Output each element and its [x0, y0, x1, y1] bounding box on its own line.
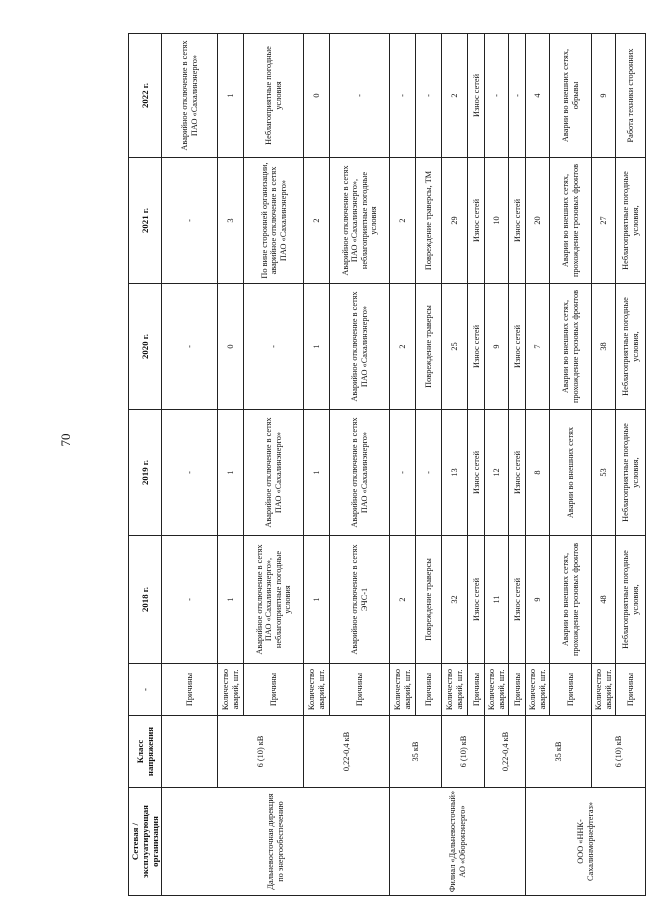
value-cell: 27: [592, 158, 616, 284]
param-cell: Причины: [244, 664, 304, 716]
voltage-cell: 6 (10) кВ: [218, 716, 304, 788]
voltage-cell: 35 кВ: [526, 716, 592, 788]
param-cell: Причины: [162, 664, 218, 716]
value-cell: 12: [485, 410, 509, 536]
value-cell: 20: [526, 158, 550, 284]
value-cell: 1: [304, 410, 330, 536]
param-cell: Количество аварий, шт.: [485, 664, 509, 716]
value-cell: 2: [390, 536, 416, 664]
param-cell: Количество аварий, шт.: [526, 664, 550, 716]
param-cell: Количество аварий, шт.: [304, 664, 330, 716]
value-cell: Аварийное отключение в сетях ПАО «Сахалинэнерго», неблагоприятные погодные условия: [244, 536, 304, 664]
value-cell: 29: [442, 158, 468, 284]
value-cell: 8: [526, 410, 550, 536]
value-cell: -: [509, 34, 526, 158]
voltage-cell: 0,22-0,4 кВ: [485, 716, 526, 788]
value-cell: 32: [442, 536, 468, 664]
table-row: [485, 34, 509, 896]
value-cell: 2: [304, 158, 330, 284]
param-cell: Причины: [509, 664, 526, 716]
param-cell: Причины: [468, 664, 485, 716]
value-cell: 2: [390, 158, 416, 284]
table-row: [218, 34, 244, 896]
value-cell: 9: [592, 34, 616, 158]
value-cell: Повреждение траверсы: [416, 284, 442, 410]
header-2019: 2019 г.: [129, 410, 162, 536]
value-cell: 3: [218, 158, 244, 284]
value-cell: 9: [485, 284, 509, 410]
value-cell: -: [162, 284, 218, 410]
param-cell: Причины: [550, 664, 592, 716]
value-cell: 1: [304, 284, 330, 410]
value-cell: 1: [218, 34, 244, 158]
header-org: Сетевая / эксплуатирующая организация: [129, 788, 162, 896]
value-cell: Неблагоприятные погодные условия,: [616, 158, 646, 284]
value-cell: 4: [526, 34, 550, 158]
accidents-table: [128, 33, 646, 896]
value-cell: 25: [442, 284, 468, 410]
param-cell: Количество аварий, шт.: [390, 664, 416, 716]
value-cell: 38: [592, 284, 616, 410]
value-cell: -: [416, 410, 442, 536]
value-cell: Износ сетей: [468, 284, 485, 410]
value-cell: Аварийное отключение в сетях ПАО «Сахалинэнерго»: [330, 410, 390, 536]
value-cell: -: [485, 34, 509, 158]
header-2022: 2022 г.: [129, 34, 162, 158]
value-cell: Износ сетей: [509, 536, 526, 664]
value-cell: 53: [592, 410, 616, 536]
value-cell: Износ сетей: [468, 410, 485, 536]
value-cell: Аварии во внешних сетях: [550, 410, 592, 536]
table-row: [592, 34, 616, 896]
org-cell-dv: Дальневосточная дирекция по энергообеспечению: [162, 788, 390, 896]
value-cell: 1: [218, 536, 244, 664]
table-row: [442, 34, 468, 896]
value-cell: Аварийное отключение в сетях ПАО «Сахалинэнерго»: [330, 284, 390, 410]
page-number: 70: [58, 433, 73, 447]
header-2020: 2020 г.: [129, 284, 162, 410]
voltage-cell: 35 кВ: [390, 716, 442, 788]
value-cell: 11: [485, 536, 509, 664]
value-cell: Аварийное отключение в сетях ЭЧС-1: [330, 536, 390, 664]
value-cell: 0: [304, 34, 330, 158]
header-2018: 2018 г.: [129, 536, 162, 664]
value-cell: -: [390, 34, 416, 158]
param-cell: Причины: [416, 664, 442, 716]
value-cell: Неблагоприятные погодные условия,: [616, 536, 646, 664]
value-cell: -: [162, 410, 218, 536]
value-cell: -: [390, 410, 416, 536]
value-cell: Аварии во внешних сетях, прохождение грозовых фронтов: [550, 284, 592, 410]
rotated-table-wrapper: [128, 34, 640, 896]
voltage-cell: 0,22-0,4 кВ: [304, 716, 390, 788]
voltage-cell: 6 (10) кВ: [442, 716, 485, 788]
table-row: [390, 34, 416, 896]
header-param: -: [129, 664, 162, 716]
table-row: [304, 34, 330, 896]
value-cell: Аварийное отключение в сетях ПАО «Сахалинэнерго»: [162, 34, 218, 158]
value-cell: Износ сетей: [468, 34, 485, 158]
voltage-cell: [162, 716, 218, 788]
value-cell: Повреждение траверсы: [416, 536, 442, 664]
value-cell: 9: [526, 536, 550, 664]
value-cell: Аварии во внешних сетях, прохождение грозовых фронтов: [550, 536, 592, 664]
value-cell: -: [162, 536, 218, 664]
value-cell: Износ сетей: [509, 410, 526, 536]
value-cell: 13: [442, 410, 468, 536]
header-voltage: Класс напряжения: [129, 716, 162, 788]
value-cell: Аварии во внешних сетях, прохождение грозовых фронтов: [550, 158, 592, 284]
org-cell-filial: Филиал «Дальневосточный» АО «Оборонэнерго»: [390, 788, 526, 896]
org-cell-nnk: ООО «ННК-Сахалинморнефтегаз»: [526, 788, 646, 896]
value-cell: Износ сетей: [468, 158, 485, 284]
value-cell: 7: [526, 284, 550, 410]
table-row: [526, 34, 550, 896]
value-cell: 0: [218, 284, 244, 410]
value-cell: 10: [485, 158, 509, 284]
value-cell: Аварии во внешних сетях, обрывы: [550, 34, 592, 158]
value-cell: 1: [218, 410, 244, 536]
value-cell: Износ сетей: [468, 536, 485, 664]
value-cell: 1: [304, 536, 330, 664]
value-cell: -: [416, 34, 442, 158]
value-cell: Износ сетей: [509, 158, 526, 284]
param-cell: Причины: [616, 664, 646, 716]
value-cell: -: [330, 34, 390, 158]
param-cell: Количество аварий, шт.: [218, 664, 244, 716]
value-cell: Неблагоприятные погодные условия: [244, 34, 304, 158]
header-2021: 2021 г.: [129, 158, 162, 284]
param-cell: Причины: [330, 664, 390, 716]
param-cell: Количество аварий, шт.: [442, 664, 468, 716]
value-cell: -: [162, 158, 218, 284]
table-row: [162, 34, 218, 896]
param-cell: Количество аварий, шт.: [592, 664, 616, 716]
value-cell: Неблагоприятные погодные условия,: [616, 284, 646, 410]
voltage-cell: 6 (10) кВ: [592, 716, 646, 788]
value-cell: По вине сторонней организации, аварийное отключение в сетях ПАО «Сахалинэнерго»: [244, 158, 304, 284]
value-cell: Аварийное отключение в сетях ПАО «Сахалинэнерго»: [244, 410, 304, 536]
value-cell: Повреждение траверсы, ТМ: [416, 158, 442, 284]
table-header-row: [129, 34, 162, 896]
value-cell: Работа техники сторонних: [616, 34, 646, 158]
value-cell: 48: [592, 536, 616, 664]
value-cell: Неблагоприятные погодные условия,: [616, 410, 646, 536]
value-cell: Износ сетей: [509, 284, 526, 410]
value-cell: Аварийное отключение в сетях ПАО «Сахалинэнерго», неблагоприятные погодные условия: [330, 158, 390, 284]
value-cell: 2: [390, 284, 416, 410]
value-cell: -: [244, 284, 304, 410]
value-cell: 2: [442, 34, 468, 158]
